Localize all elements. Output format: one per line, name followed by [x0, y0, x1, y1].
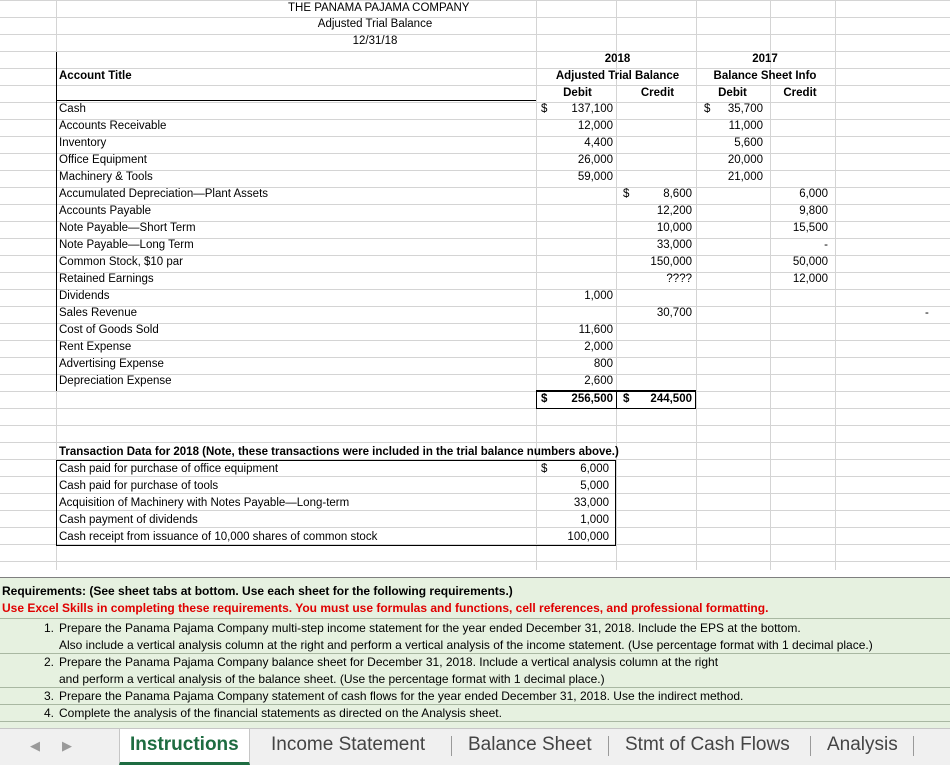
- credit-2018-cell: 12,200: [656, 205, 692, 217]
- gridline-col: [835, 0, 836, 570]
- debit-2018-cell: 4,400: [584, 137, 613, 149]
- requirement-number: 1.: [44, 621, 55, 635]
- account-title-header: Account Title: [59, 70, 132, 82]
- account-name: Cost of Goods Sold: [59, 324, 159, 336]
- debit-2018-cell: 12,000: [577, 120, 613, 132]
- tab-analysis[interactable]: Analysis: [827, 734, 898, 755]
- credit-2018-header: Credit: [640, 87, 675, 99]
- account-name: Accounts Payable: [59, 205, 152, 217]
- account-name: Retained Earnings: [59, 273, 154, 285]
- credit-2017-header: Credit: [783, 87, 817, 99]
- debit-2017-cell: 20,000: [727, 154, 763, 166]
- company-title: THE PANAMA PAJAMA COMPANY: [288, 2, 470, 14]
- debit-2018-cell: 1,000: [584, 290, 613, 302]
- credit-2018-cell: 10,000: [656, 222, 692, 234]
- account-name: Inventory: [59, 137, 107, 149]
- gridline-row: [0, 0, 950, 1]
- debit-2018-cell: 26,000: [577, 154, 613, 166]
- tab-income-statement[interactable]: Income Statement: [271, 734, 426, 755]
- gridline-col: [536, 0, 537, 570]
- credit-2017-cell: -: [824, 239, 828, 251]
- tab-separator: [810, 736, 811, 756]
- requirements-panel: [0, 577, 950, 729]
- requirement-number: 3.: [44, 689, 55, 703]
- gridline-row: [0, 289, 950, 290]
- gridline-col: [616, 0, 617, 570]
- table-left-border: [56, 52, 57, 391]
- gridline-row: [0, 408, 950, 409]
- transactions-left-border: [56, 461, 57, 546]
- total-credit-currency: $: [623, 393, 630, 405]
- report-title: Adjusted Trial Balance: [317, 18, 433, 30]
- gridline-row: [0, 442, 950, 443]
- transactions-currency: $: [541, 463, 548, 475]
- tab-balance-sheet[interactable]: Balance Sheet: [468, 734, 592, 755]
- requirement-text: Prepare the Panama Pajama Company statement of cash flows for the year ended December 31, 2018. Use the indirect method.: [59, 689, 744, 703]
- stray-dash: -: [925, 307, 929, 319]
- transaction-amount: 33,000: [573, 497, 609, 509]
- gridline-row: [0, 425, 950, 426]
- credit-2018-cell: 30,700: [656, 307, 692, 319]
- tab-instructions[interactable]: Instructions: [119, 729, 250, 765]
- credit-2017-cell: 9,800: [799, 205, 828, 217]
- credit-2017-cell: 6,000: [799, 188, 828, 200]
- account-name: Accounts Receivable: [59, 120, 167, 132]
- gridline-row: [0, 34, 950, 35]
- gridline-row: [0, 17, 950, 18]
- transaction-label: Cash receipt from issuance of 10,000 shares of common stock: [59, 531, 378, 543]
- debit-2018-cell: 59,000: [577, 171, 613, 183]
- account-name: Advertising Expense: [59, 358, 164, 370]
- transaction-label: Cash paid for purchase of tools: [59, 480, 219, 492]
- gridline-row: [0, 340, 950, 341]
- gridline-row: [0, 306, 950, 307]
- bsi-header: Balance Sheet Info: [713, 70, 817, 82]
- debit-2017-header: Debit: [718, 87, 747, 99]
- transaction-label: Acquisition of Machinery with Notes Payable—Long-term: [59, 497, 350, 509]
- sheet-tab-bar: [0, 728, 950, 765]
- account-name: Cash: [59, 103, 86, 115]
- totals-divider: [616, 391, 617, 408]
- currency-symbol: $: [541, 103, 548, 115]
- requirement-text: Also include a vertical analysis column at the right and perform a vertical analysis of the income statement. (Use percentage format with 1 decimal place.): [59, 638, 873, 652]
- debit-2018-cell: 800: [593, 358, 613, 370]
- debit-2018-cell: 2,600: [584, 375, 613, 387]
- debit-2017-cell: 11,000: [728, 120, 763, 132]
- requirements-title: Requirements: (See sheet tabs at bottom. Use each sheet for the following requirements.): [2, 584, 513, 598]
- credit-2018-cell: 150,000: [650, 256, 692, 268]
- debit-2018-cell: 137,100: [571, 103, 613, 115]
- requirement-text: Complete the analysis of the financial statements as directed on the Analysis sheet.: [59, 706, 502, 720]
- tab-scroll-right-icon[interactable]: ▶: [62, 738, 72, 753]
- transaction-amount: 6,000: [580, 463, 609, 475]
- debit-2018-cell: 11,600: [578, 324, 613, 336]
- tab-separator: [451, 736, 452, 756]
- credit-2018-cell: ????: [666, 273, 692, 285]
- tab-separator: [608, 736, 609, 756]
- tab-separator: [913, 736, 914, 756]
- requirement-number: 4.: [44, 706, 55, 720]
- requirement-text: Prepare the Panama Pajama Company multi-step income statement for the year ended December 31, 2018. Include the EPS at the bottom.: [59, 621, 801, 635]
- debit-2018-cell: 2,000: [584, 341, 613, 353]
- credit-2018-cell: 33,000: [656, 239, 692, 251]
- transactions-bottom-border: [56, 545, 616, 546]
- account-name: Sales Revenue: [59, 307, 137, 319]
- account-name: Common Stock, $10 par: [59, 256, 184, 268]
- atb-header: Adjusted Trial Balance: [555, 70, 680, 82]
- year-2018-header: 2018: [604, 53, 631, 65]
- requirement-number: 2.: [44, 655, 55, 669]
- account-name: Office Equipment: [59, 154, 148, 166]
- currency-symbol: $: [623, 188, 630, 200]
- requirement-text: Prepare the Panama Pajama Company balance sheet for December 31, 2018. Include a vertical analysis column at the right: [59, 655, 719, 669]
- currency-symbol: $: [704, 103, 711, 115]
- credit-2017-cell: 15,500: [792, 222, 828, 234]
- debit-2018-header: Debit: [563, 87, 592, 99]
- req-separator: [0, 618, 950, 619]
- year-2017-header: 2017: [752, 53, 778, 65]
- gridline-col: [696, 0, 697, 570]
- gridline-row: [0, 136, 950, 137]
- debit-2017-cell: 5,600: [734, 137, 763, 149]
- tab-scroll-left-icon[interactable]: ◀: [30, 738, 40, 753]
- transactions-title: Transaction Data for 2018 (Note, these transactions were included in the trial balance numbers above.): [59, 446, 619, 458]
- credit-2017-cell: 50,000: [792, 256, 828, 268]
- total-debit: 256,500: [571, 393, 613, 405]
- credit-2018-cell: 8,600: [663, 188, 692, 200]
- account-name: Dividends: [59, 290, 110, 302]
- account-name: Depreciation Expense: [59, 375, 172, 387]
- gridline-row: [0, 391, 950, 392]
- transaction-amount: 1,000: [580, 514, 609, 526]
- requirement-text: and perform a vertical analysis of the balance sheet. (Use the percentage format with 1 decimal place.): [59, 672, 605, 686]
- debit-2017-cell: 35,700: [727, 103, 763, 115]
- debit-2017-cell: 21,000: [727, 171, 763, 183]
- account-name: Machinery & Tools: [59, 171, 153, 183]
- account-name: Accumulated Depreciation—Plant Assets: [59, 188, 269, 200]
- credit-2017-cell: 12,000: [792, 273, 828, 285]
- account-name: Note Payable—Long Term: [59, 239, 194, 251]
- account-name: Note Payable—Short Term: [59, 222, 196, 234]
- transaction-amount: 100,000: [567, 531, 609, 543]
- gridline-row: [0, 561, 950, 562]
- total-debit-currency: $: [541, 393, 548, 405]
- transaction-label: Cash payment of dividends: [59, 514, 198, 526]
- transaction-label: Cash paid for purchase of office equipment: [59, 463, 279, 475]
- total-credit: 244,500: [650, 393, 692, 405]
- report-date: 12/31/18: [352, 35, 398, 47]
- transaction-amount: 5,000: [580, 480, 609, 492]
- req-separator: [0, 721, 950, 722]
- header-underline: [56, 100, 536, 101]
- account-name: Rent Expense: [59, 341, 132, 353]
- requirements-note: Use Excel Skills in completing these requirements. You must use formulas and functions, cell references, and professional formatting.: [2, 601, 769, 615]
- gridline-row: [0, 102, 950, 103]
- transactions-right-border: [615, 461, 616, 546]
- tab-cash-flows[interactable]: Stmt of Cash Flows: [625, 734, 790, 755]
